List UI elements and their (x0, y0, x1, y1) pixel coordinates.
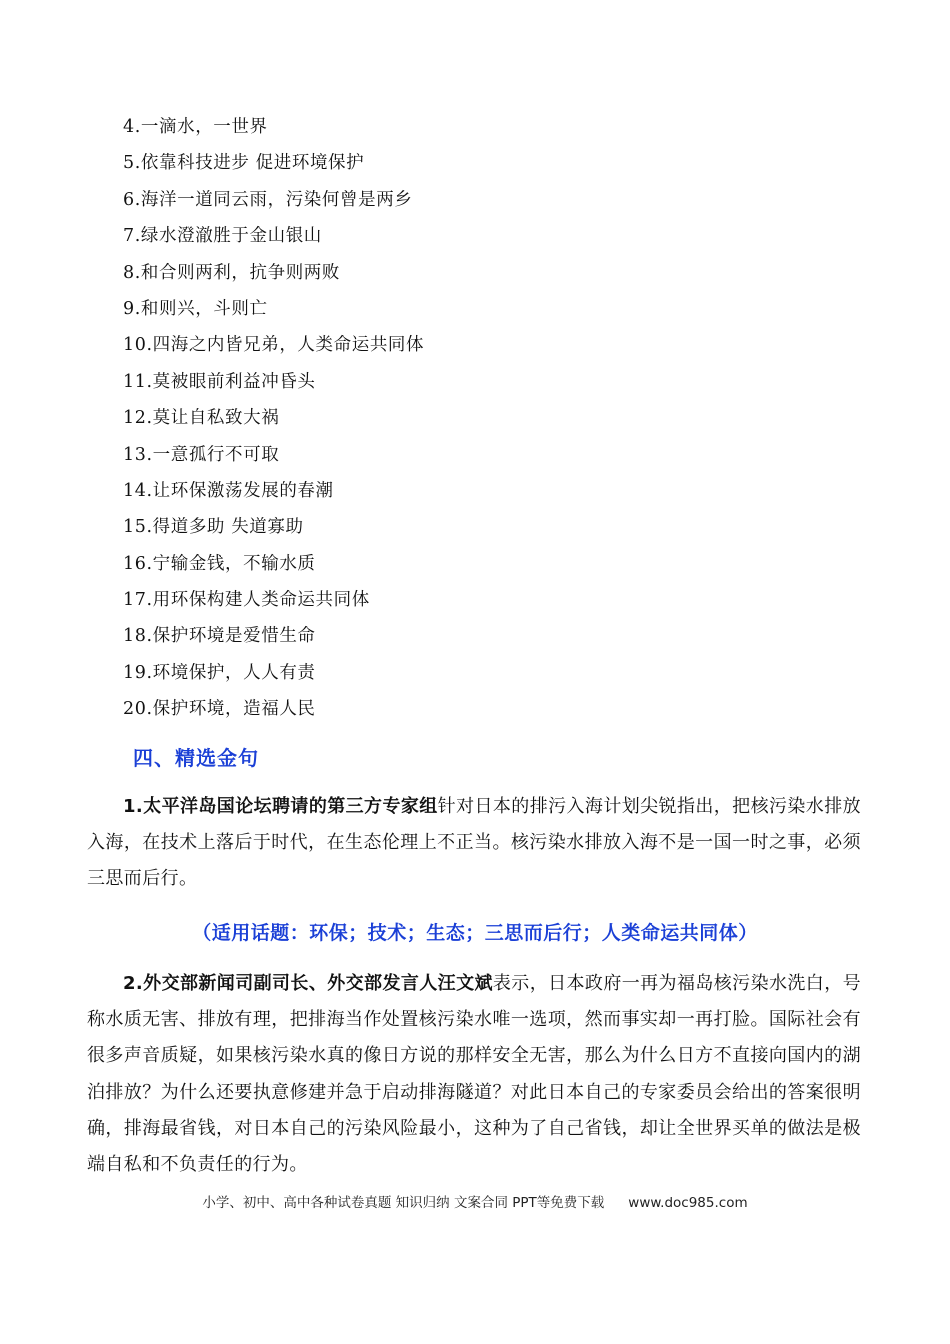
list-item: 12.莫让自私致大祸 (123, 408, 280, 429)
section-title: 四、精选金句 (133, 746, 259, 770)
quote-source: 2.外交部新闻司副司长、外交部发言人汪文斌 (123, 973, 493, 994)
list-item: 7.绿水澄澈胜于金山银山 (123, 226, 322, 247)
list-item: 17.用环保构建人类命运共同体 (123, 590, 370, 611)
list-item: 13.一意孤行不可取 (123, 444, 280, 465)
list-item: 10.四海之内皆兄弟，人类命运共同体 (123, 335, 425, 356)
quote-source: 1.太平洋岛国论坛聘请的第三方专家组 (123, 796, 438, 817)
list-item: 16.宁输金钱，不输水质 (123, 553, 316, 574)
list-item: 20.保护环境，造福人民 (123, 699, 316, 720)
page-footer (0, 1191, 950, 1211)
list-item: 6.海洋一道同云雨，污染何曾是两乡 (123, 189, 413, 210)
quote-body: 针对日本的排污入海计划尖锐指出，把核污染水排放入海，在技术上落后于时代，在生态伦理上不正当。核污染水排放入海不是一国一时之事，必须三思而后行。 (87, 796, 862, 890)
list-item: 14.让环保激荡发展的春潮 (123, 480, 334, 501)
list-item: 9.和则兴，斗则亡 (123, 298, 268, 319)
applicable-topics: （适用话题：环保；技术；生态；三思而后行；人类命运共同体） (192, 922, 758, 944)
slogan-list (123, 113, 424, 732)
footer-text: 小学、初中、高中各种试卷真题 知识归纳 文案合同 PPT等免费下载 (202, 1195, 605, 1211)
list-item: 18.保护环境是爱惜生命 (123, 626, 316, 647)
list-item: 8.和合则两利，抗争则两败 (123, 262, 340, 283)
quote-paragraph-1 (87, 789, 861, 898)
list-item: 5.依靠科技进步 促进环境保护 (123, 153, 365, 174)
footer-link[interactable]: www.doc985.com (628, 1195, 748, 1211)
list-item: 4.一滴水，一世界 (123, 117, 268, 137)
quote-paragraph-2 (87, 966, 861, 1183)
list-item: 11.莫被眼前利益冲昏头 (123, 371, 316, 392)
list-item: 15.得道多助 失道寡助 (123, 517, 304, 538)
list-item: 19.环境保护，人人有责 (123, 662, 316, 683)
quote-body: 表示，日本政府一再为福岛核污染水洗白，号称水质无害、排放有理，把排海当作处置核污染水唯一选项，然而事实却一再打脸。国际社会有很多声音质疑，如果核污染水真的像日方说的那样安全无害，那么为什么日方不直接向国内的湖泊排放？为什么还要执意修建并急于启动排海隧道？对此日本自己的专家委员会给出的答案很明确，排海最省钱，对日本自己的污染风险最小，这种为了自己省钱，却让全世界买单的做法是极端自私和不负责任的行为。 (87, 973, 862, 1176)
